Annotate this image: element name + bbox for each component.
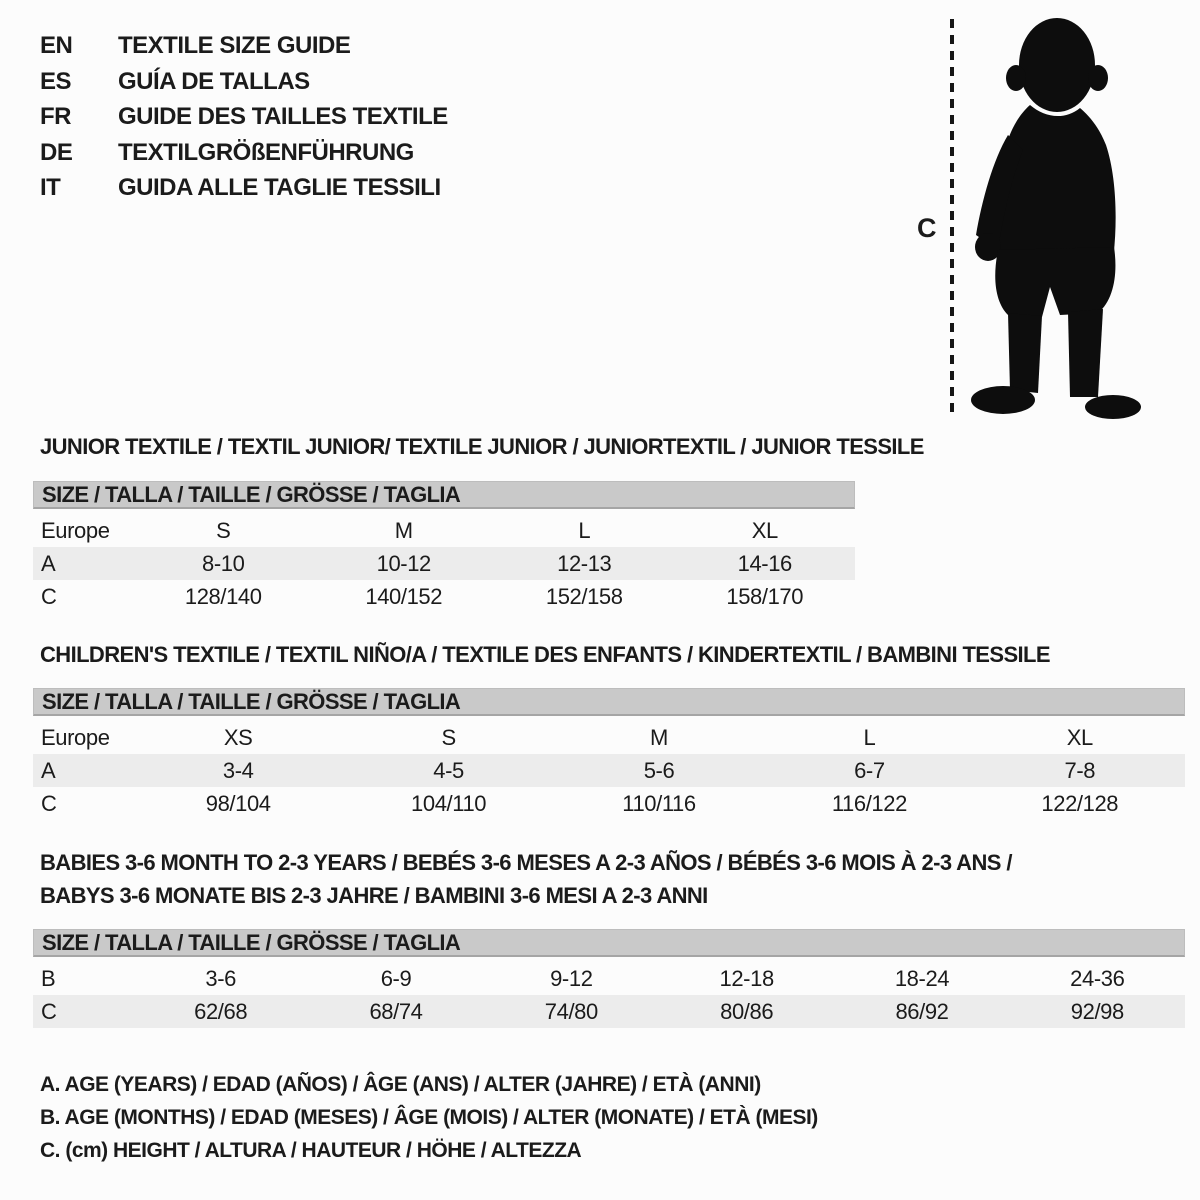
height-measurement-figure [905,15,1200,423]
row-label: C [41,999,57,1024]
guide-title: GUÍA DE TALLAS [118,67,310,95]
table-cell: 24-36 [1070,966,1125,991]
language-code: IT [40,174,61,201]
table-cell: 12-18 [719,966,774,991]
legend-line-a: A. AGE (YEARS) / EDAD (AÑOS) / ÂGE (ANS) / ALTER (JAHRE) / ETÀ (ANNI) [40,1073,761,1096]
size-header-bar: SIZE / TALLA / TAILLE / GRÖSSE / TAGLIA [33,481,855,509]
row-label: C [41,791,57,816]
table-cell: 7-8 [1064,758,1096,783]
table-cell: 3-4 [222,758,254,783]
table-cell: 116/122 [831,791,907,816]
language-code: FR [40,103,71,130]
guide-title: TEXTILGRÖßENFÜHRUNG [118,138,414,166]
table-cell: S [216,518,231,543]
table-cell: 4-5 [433,758,464,783]
table-cell: 104/110 [411,791,487,816]
legend-line-c: C. (cm) HEIGHT / ALTURA / HAUTEUR / HÖHE / ALTEZZA [40,1139,582,1162]
table-cell: L [863,725,876,750]
table-row-height [33,995,1185,1028]
table-cell: 122/128 [1041,791,1119,816]
height-measure-dashed-line [950,19,954,414]
table-cell: 86/92 [895,999,949,1024]
language-code: DE [40,138,73,166]
table-cell: 92/98 [1070,999,1124,1024]
table-cell: M [394,518,413,543]
language-row [40,170,448,206]
table-cell: 80/86 [720,999,774,1024]
guide-title: GUIDA ALLE TAGLIE TESSILI [118,174,441,201]
table-cell: 140/152 [365,584,443,609]
table-cell: 12-13 [557,551,612,576]
table-cell: L [578,518,591,543]
table-cell: 152/158 [545,584,623,609]
table-row-age-months [33,962,1185,995]
language-row [40,28,448,64]
toddler-silhouette-icon [968,15,1144,420]
legend [40,1068,818,1167]
size-header-bar: SIZE / TALLA / TAILLE / GRÖSSE / TAGLIA [33,929,1185,957]
table-cell: 3-6 [205,966,236,991]
language-row [40,99,448,135]
table-cell: 6-9 [380,966,412,991]
table-row-europe [33,721,1185,754]
table-cell: 74/80 [544,999,598,1024]
junior-textile-section [33,434,924,613]
guide-title: TEXTILE SIZE GUIDE [118,32,351,59]
section-title-line1: BABIES 3-6 MONTH TO 2-3 YEARS / BEBÉS 3-6 MESES A 2-3 AÑOS / BÉBÉS 3-6 MOIS À 2-3 ANS / [40,850,1012,875]
guide-title: GUIDE DES TAILLES TEXTILE [118,103,448,130]
row-label: C [41,584,57,609]
table-cell: 68/74 [369,999,423,1024]
table-cell: M [650,725,668,750]
table-cell: 14-16 [737,551,792,576]
table-cell: 110/116 [622,791,696,816]
height-label-c: C [917,213,937,243]
section-title [33,846,1185,912]
language-code: EN [40,32,73,59]
babies-textile-section [33,846,1185,1028]
section-title: JUNIOR TEXTILE / TEXTIL JUNIOR/ TEXTILE JUNIOR / JUNIORTEXTIL / JUNIOR TESSILE [40,434,924,459]
table-cell: 5-6 [643,758,675,783]
table-row-age [33,547,855,580]
table-cell: XL [751,518,778,543]
table-cell: 98/104 [205,791,271,816]
language-code: ES [40,67,72,95]
table-cell: 8-10 [202,551,245,576]
table-row-age [33,754,1185,787]
table-cell: 18-24 [894,966,950,991]
row-label: Europe [41,725,110,750]
table-row-europe [33,514,855,547]
row-label: Europe [41,518,110,543]
table-cell: 10-12 [376,551,431,576]
legend-line-b: B. AGE (MONTHS) / EDAD (MESES) / ÂGE (MOIS) / ALTER (MONATE) / ETÀ (MESI) [40,1106,818,1129]
size-header-bar: SIZE / TALLA / TAILLE / GRÖSSE / TAGLIA [33,688,1185,716]
table-cell: 9-12 [550,966,593,991]
table-cell: S [441,725,456,750]
language-row [40,135,448,171]
table-cell: XS [223,725,253,750]
table-row-height [33,580,855,613]
childrens-textile-section [33,643,1185,820]
section-title: CHILDREN'S TEXTILE / TEXTIL NIÑO/A / TEXTILE DES ENFANTS / KINDERTEXTIL / BAMBINI TESSILE [40,642,1050,667]
section-title-line2: BABYS 3-6 MONATE BIS 2-3 JAHRE / BAMBINI 3-6 MESI A 2-3 ANNI [40,883,708,908]
table-cell: 158/170 [726,584,804,609]
table-row-height [33,787,1185,820]
table-cell: 6-7 [854,758,885,783]
row-label: A [41,551,56,576]
table-cell: XL [1066,725,1093,750]
table-cell: 62/68 [194,999,248,1024]
language-row [40,64,448,100]
row-label: A [41,758,56,783]
table-cell: 128/140 [184,584,262,609]
language-title-list [40,28,448,206]
row-label: B [41,966,56,991]
